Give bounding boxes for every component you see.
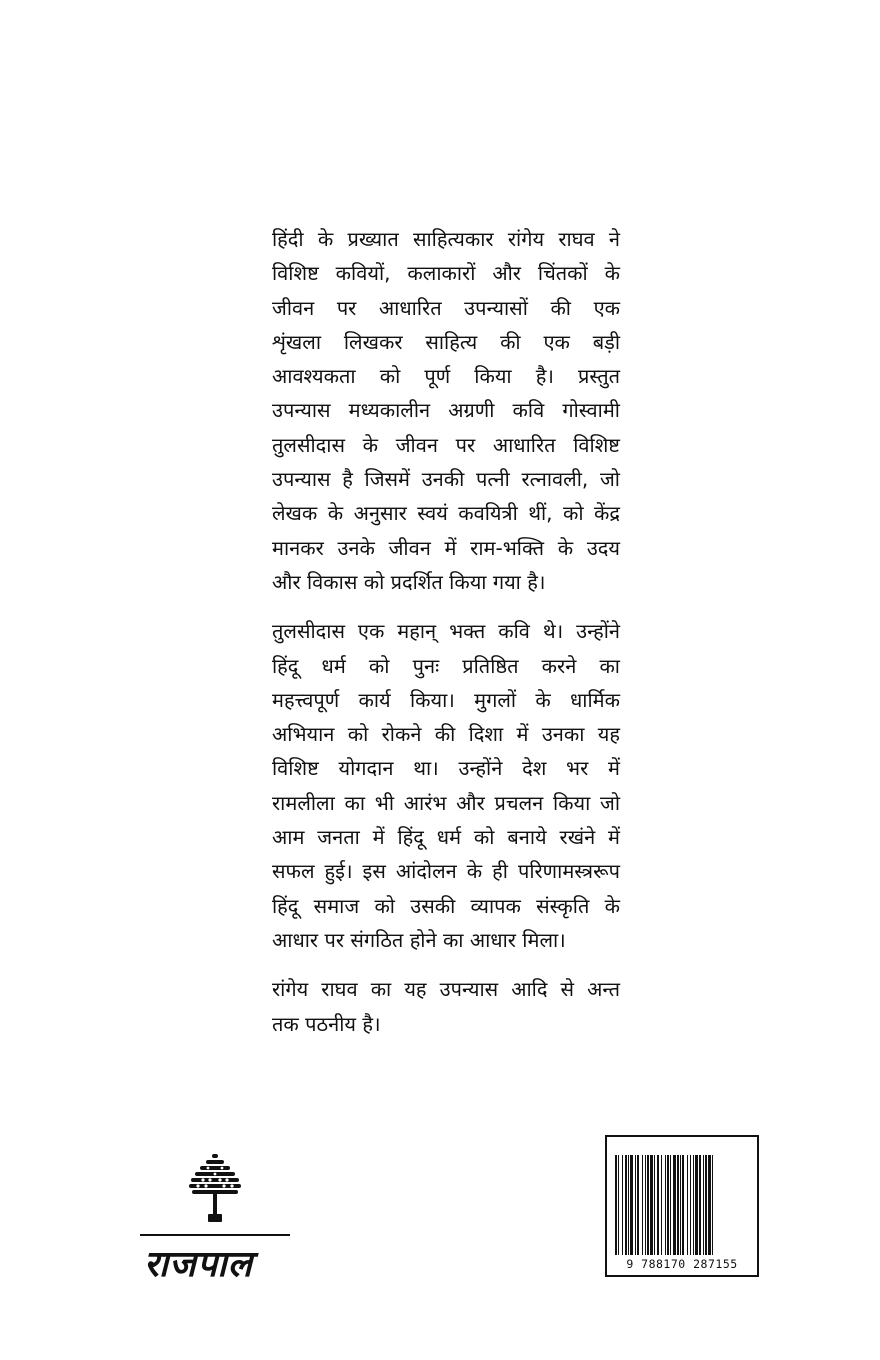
barcode-bar [622,1155,623,1255]
barcode-bar [690,1155,691,1255]
barcode-bar [667,1155,669,1255]
barcode-bar [647,1155,649,1255]
barcode-bar [673,1155,676,1255]
logo-divider [140,1234,290,1236]
blurb-line: महत्त्वपूर्ण कार्य किया। मुगलों के धार्मिक [272,687,620,712]
isbn-digits: 9 788170 287155 [626,1257,738,1271]
barcode-bar [708,1155,711,1255]
barcode-bar [635,1155,636,1255]
isbn-barcode [605,1135,759,1277]
barcode-bar [682,1155,684,1255]
barcode-bar [670,1155,671,1255]
blurb-line: विशिष्ट योगदान था। उन्होंने देश भर में [272,756,620,781]
blurb-line: अभियान को रोकने की दिशा में उनका यह [272,722,620,747]
blurb-line: जीवन पर आधारित उपन्यासों की एक [272,295,620,320]
barcode-bar [618,1155,619,1255]
barcode-bar [677,1155,679,1255]
barcode-bar [680,1155,681,1255]
barcode-bar [661,1155,662,1255]
barcode-bar [657,1155,659,1255]
blurb-line: लेखक के अनुसार स्वयं कवयित्री थीं, को केंद्र [272,501,620,526]
blurb-paragraph-2 [272,614,620,957]
barcode-bars [615,1155,753,1255]
barcode-bar [699,1155,701,1255]
barcode-bar [630,1155,633,1255]
blurb-line: आवश्यकता को पूर्ण किया है। प्रस्तुत [272,364,620,389]
barcode-bar [712,1155,713,1255]
blurb-line: हिंदू समाज को उसकी व्यापक संस्कृति के [272,893,620,918]
blurb-line: आम जनता में हिंदू धर्म को बनाये रखंने में [272,825,620,850]
blurb-line: शृंखला लिखकर साहित्य की एक बड़ी [272,329,620,354]
blurb-line: विशिष्ट कवियों, कलाकारों और चिंतकों के [272,261,620,286]
blurb-line: तक पठनीय है। [272,1011,381,1036]
barcode-bar [654,1155,655,1255]
blurb-line: आधार पर संगठित होने का आधार मिला। [272,927,566,952]
blurb-line: तुलसीदास एक महान् भक्त कवि थे। उन्होंने [272,619,620,644]
barcode-bar [625,1155,627,1255]
blurb-line: रांगेय राघव का यह उपन्यास आदि से अन्त [272,977,620,1002]
barcode-bar [637,1155,639,1255]
tree-icon [186,1152,244,1224]
blurb-line: रामलीला का भी आरंभ और प्रचलन किया जो [272,790,620,815]
barcode-bar [705,1155,707,1255]
barcode-bar [687,1155,688,1255]
blurb-line: सफल हुई। इस आंदोलन के ही परिणामस्त्ररूप [272,859,620,884]
blurb-paragraph-3 [272,972,620,1041]
barcode-bar [615,1155,617,1255]
blurb-line: तुलसीदास के जीवन पर आधारित विशिष्ट [272,432,620,457]
barcode-bar [703,1155,704,1255]
back-cover-blurb [272,222,620,1056]
barcode-bar [645,1155,646,1255]
blurb-paragraph-1 [272,222,620,599]
blurb-line: उपन्यास है जिसमें उनकी पत्नी रत्नावली, जो [272,467,620,492]
blurb-line: मानकर उनके जीवन में राम-भक्ति के उदय [272,535,620,560]
barcode-bar [642,1155,643,1255]
blurb-line: उपन्यास मध्यकालीन अग्रणी कवि गोस्वामी [272,398,620,423]
barcode-bar [650,1155,653,1255]
blurb-line: और विकास को प्रदर्शित किया गया है। [272,569,546,594]
barcode-bar [695,1155,698,1255]
publisher-logo [140,1152,300,1285]
barcode-bar [693,1155,694,1255]
barcode-bar [665,1155,666,1255]
barcode-bar [628,1155,629,1255]
publisher-name: राजपाल [144,1244,253,1285]
blurb-line: हिंदी के प्रख्यात साहित्यकार रांगेय राघव ने [272,227,620,251]
blurb-line: हिंदू धर्म को पुनः प्रतिष्ठित करने का [272,653,620,678]
